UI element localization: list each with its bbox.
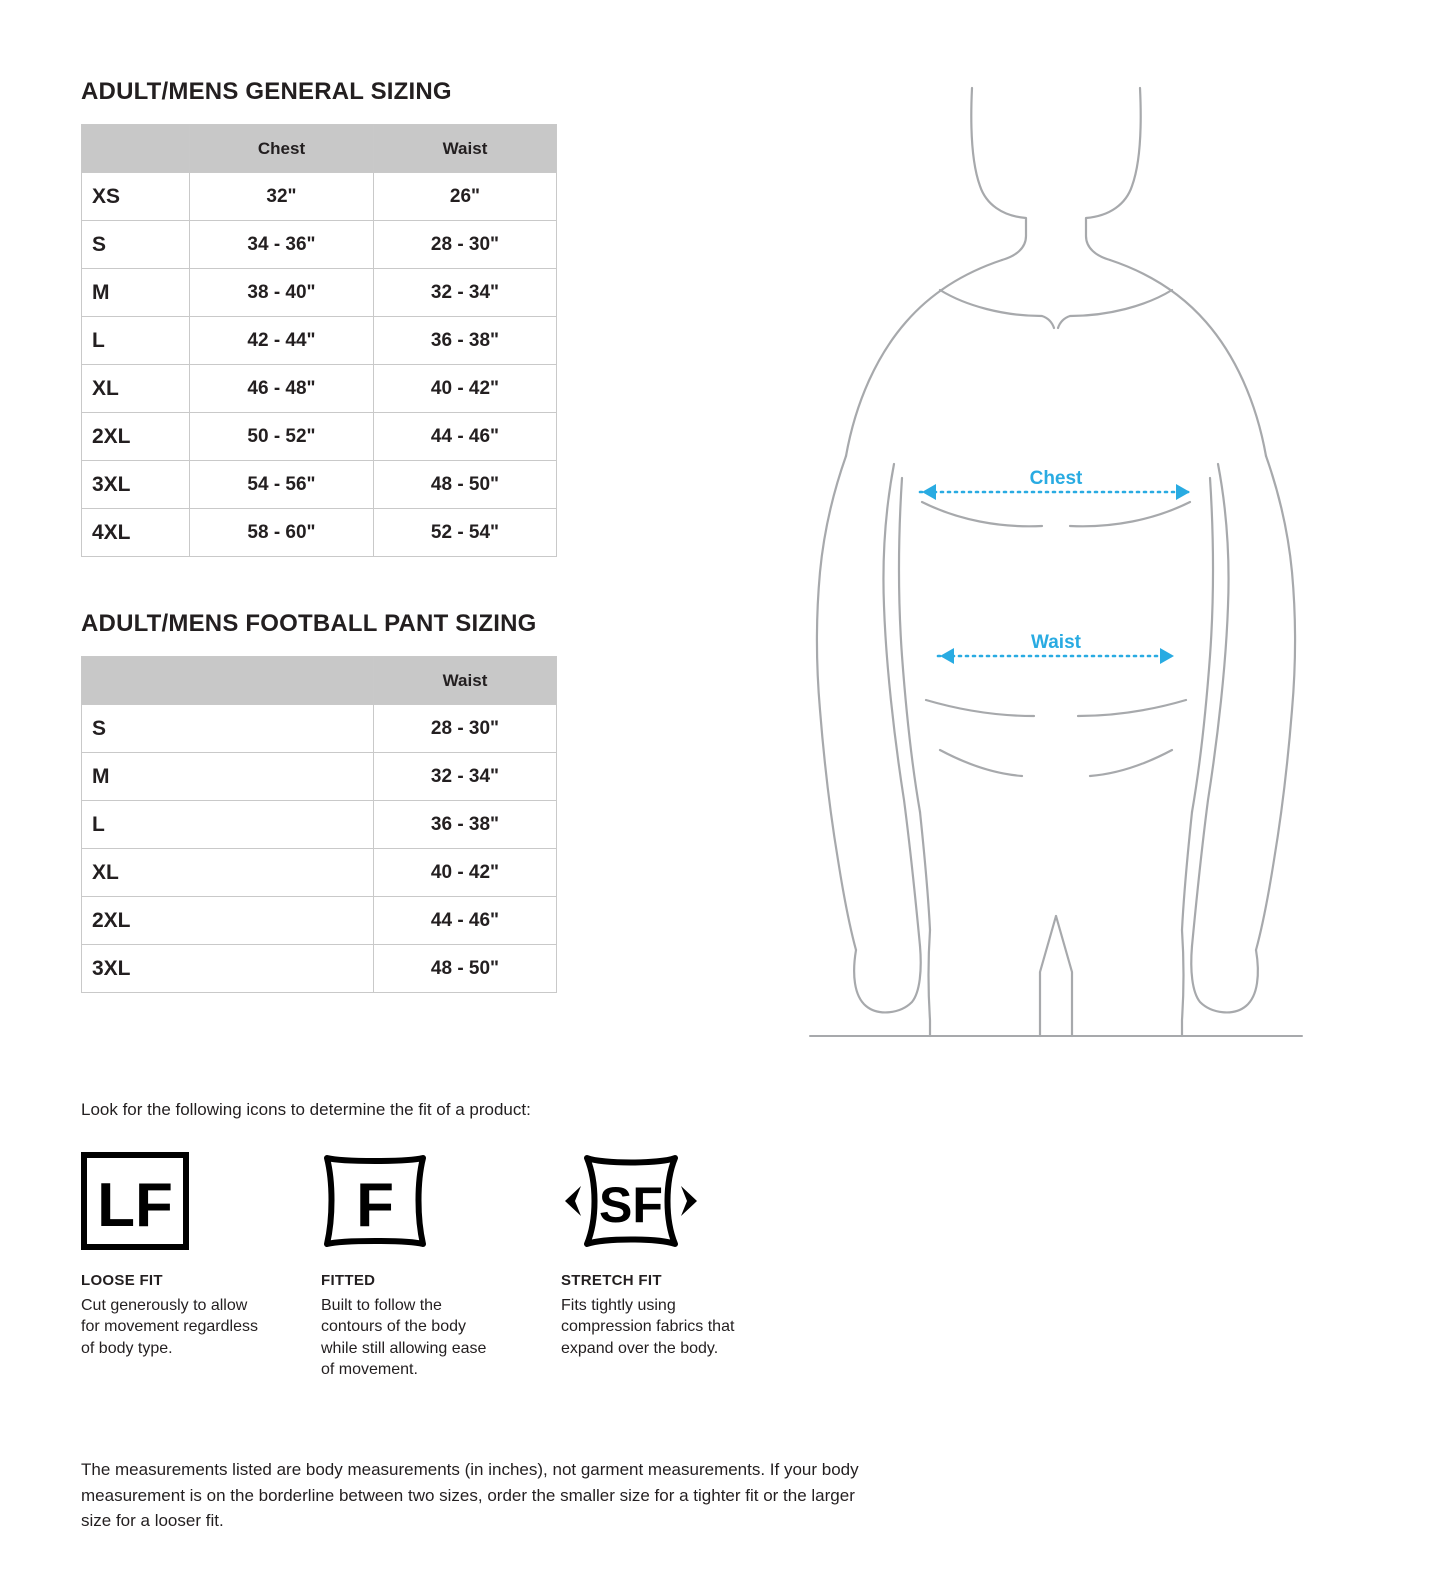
size-label: 4XL [82,509,190,557]
waist-value: 28 - 30" [374,705,557,753]
size-label: 3XL [82,461,190,509]
table-row [82,753,557,801]
stretch-fit-icon [561,1152,801,1250]
waist-value: 40 - 42" [374,365,557,413]
table-row [82,461,557,509]
waist-measurement-label: Waist [1031,632,1081,653]
size-label: L [82,801,374,849]
fit-item-stretch [561,1152,801,1380]
fit-item-fitted [321,1152,561,1380]
fit-legend-section [81,1100,861,1380]
pant-sizing-section [81,610,556,993]
general-sizing-title: ADULT/MENS GENERAL SIZING [81,78,452,105]
waist-value: 48 - 50" [374,461,557,509]
pant-sizing-title: ADULT/MENS FOOTBALL PANT SIZING [81,610,537,637]
table-row [82,365,557,413]
table-row [82,801,557,849]
waist-value: 36 - 38" [374,801,557,849]
stretch-fit-name: STRETCH FIT [561,1272,662,1289]
general-sizing-table [81,124,557,557]
size-label: 2XL [82,897,374,945]
column-header-size [82,125,190,173]
waist-value: 32 - 34" [374,269,557,317]
pant-sizing-table [81,656,557,993]
fitted-description: Built to follow the contours of the body while still allowing ease of movement. [321,1297,487,1378]
size-label: 2XL [82,413,190,461]
size-label: XL [82,849,374,897]
stretch-fit-icon-text: SF [599,1177,663,1233]
table-row [82,317,557,365]
table-row [82,221,557,269]
waist-value: 28 - 30" [374,221,557,269]
table-row [82,849,557,897]
table-row [82,269,557,317]
column-header-chest: Chest [190,125,374,173]
fit-item-loose [81,1152,321,1380]
chest-value: 34 - 36" [190,221,374,269]
size-label: M [82,269,190,317]
chest-value: 38 - 40" [190,269,374,317]
measurement-footnote: The measurements listed are body measurements (in inches), not garment measurements. If your body measurement is on the borderline between two sizes, order the smaller size for a tighter fit or the larger size for a looser fit. [81,1460,859,1530]
chest-value: 58 - 60" [190,509,374,557]
chest-value: 50 - 52" [190,413,374,461]
chest-value: 32" [190,173,374,221]
table-row [82,705,557,753]
loose-fit-name: LOOSE FIT [81,1272,163,1289]
waist-value: 44 - 46" [374,897,557,945]
chest-value: 46 - 48" [190,365,374,413]
size-label: XL [82,365,190,413]
fitted-icon [321,1152,561,1250]
table-row [82,897,557,945]
loose-fit-icon [81,1152,321,1250]
size-label: S [82,221,190,269]
waist-value: 36 - 38" [374,317,557,365]
waist-value: 48 - 50" [374,945,557,993]
table-row [82,509,557,557]
size-label: XS [82,173,190,221]
waist-value: 44 - 46" [374,413,557,461]
waist-value: 26" [374,173,557,221]
waist-value: 32 - 34" [374,753,557,801]
table-row [82,173,557,221]
waist-value: 40 - 42" [374,849,557,897]
chest-value: 42 - 44" [190,317,374,365]
column-header-waist: Waist [374,657,557,705]
loose-fit-description: Cut generously to allow for movement regardless of body type. [81,1297,258,1357]
column-header-waist: Waist [374,125,557,173]
size-label: L [82,317,190,365]
size-label: 3XL [82,945,374,993]
fit-legend-intro: Look for the following icons to determine the fit of a product: [81,1100,531,1119]
table-header-row [82,125,557,173]
general-sizing-section [81,78,556,557]
body-measurement-figure [790,60,1370,1060]
fitted-icon-text: F [356,1171,394,1240]
size-label: S [82,705,374,753]
table-row [82,413,557,461]
table-header-row [82,657,557,705]
chest-measurement-label: Chest [1029,468,1083,489]
column-header-size [82,657,374,705]
fitted-name: FITTED [321,1272,376,1289]
loose-fit-icon-text: LF [97,1171,173,1240]
table-row [82,945,557,993]
size-label: M [82,753,374,801]
waist-value: 52 - 54" [374,509,557,557]
stretch-fit-description: Fits tightly using compression fabrics that expand over the body. [561,1297,735,1357]
chest-value: 54 - 56" [190,461,374,509]
